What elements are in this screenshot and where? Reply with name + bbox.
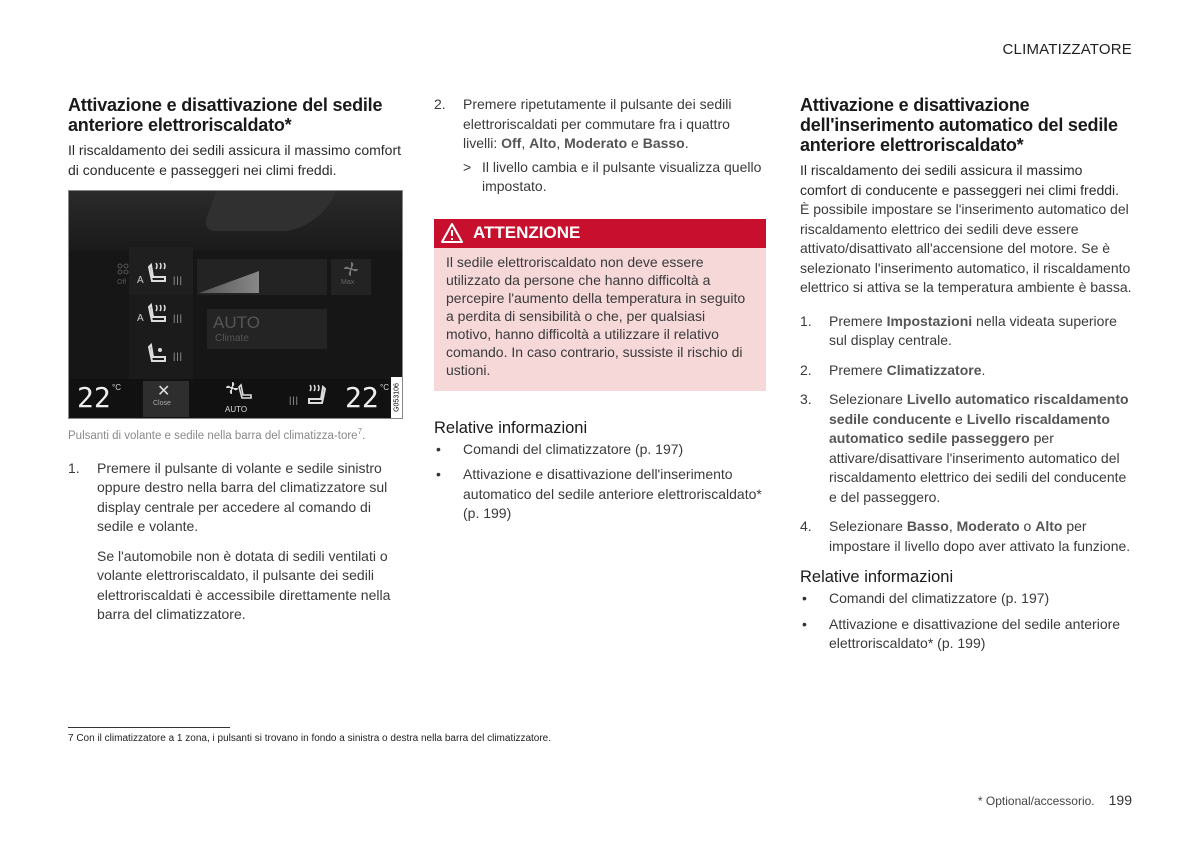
column-right — [800, 95, 1132, 660]
option-passenger-auto-level: Livello riscaldamento automatico sedile passeggero — [829, 410, 1110, 446]
temp-right-unit: °C — [380, 383, 389, 392]
step-text: e — [955, 410, 963, 427]
level-moderato: Moderato — [956, 518, 1020, 534]
optional-note: * Optional/accessorio. — [977, 794, 1095, 808]
level-bars-low: ||| — [173, 351, 184, 361]
option-driver-auto-level: Livello automatico riscaldamento sedile conducente — [829, 391, 1129, 427]
step-2 — [800, 361, 1132, 381]
separator: , — [948, 518, 953, 534]
related-info-list — [800, 589, 1132, 654]
level-alto: Alto — [1035, 518, 1063, 534]
climate-label: Climate — [215, 333, 249, 344]
step-4 — [800, 517, 1132, 556]
step-1 — [800, 312, 1132, 351]
level-alto: Alto — [529, 135, 557, 151]
steps-list-1 — [68, 459, 403, 537]
related-link[interactable]: • Attivazione e disattivazione dell'inserimento automatico del sedile anteriore elettroriscaldato* (p. 199) — [434, 465, 766, 524]
auto-bottom-label: AUTO — [225, 405, 248, 414]
heated-seat-icon-mid — [147, 301, 169, 325]
right-level-bars: ||| — [289, 395, 300, 405]
max-label: Max — [341, 279, 355, 286]
caption-footnote-ref[interactable]: 7 — [357, 427, 363, 436]
step-2-result — [434, 158, 766, 197]
warning-text: Il sedile elettroriscaldato non deve essere utilizzato da persone che hanno difficoltà a percepire l'aumento della temperatura in seguito a perdita di sensibilità o che, per qualsiasi motivo, hanno difficoltà a utilizzare il relativo comando. In caso contrario, sussiste il rischio di ustioni. — [446, 253, 746, 378]
step-text: Premere — [829, 361, 883, 378]
footnote: 7 Con il climatizzatore a 1 zona, i pulsanti si trovano in fondo a sinistra o destra nella barra del climatizzatore. — [68, 733, 552, 744]
related-info-heading: Relative informazioni — [800, 568, 954, 586]
figure-caption — [68, 423, 403, 445]
temp-left-unit: °C — [112, 383, 121, 392]
level-bars-mid: ||| — [173, 313, 184, 323]
related-info-heading: Relative informazioni — [434, 418, 588, 437]
intro-text: Il riscaldamento dei sedili assicura il massimo comfort di conducente e passeggeri nei climi freddi. — [68, 142, 401, 178]
intro-text-2: È possibile impostare se l'inserimento automatico del riscaldamento elettrico dei sedili deve essere attivato/disattivato all'accensione del motore. Se è selezionato l'inserimento automatico, il riscaldamento elettrico si attiva se la temperatura ambiente è bassa. — [800, 201, 1132, 295]
fan-seat-icon[interactable] — [225, 381, 253, 403]
off-label: Off — [117, 279, 127, 286]
steps-list-2 — [434, 95, 766, 154]
page-footer — [978, 792, 1132, 808]
step-text: Premere ripetutamente il pulsante dei sedili elettroriscaldati per commutare fra i quattro livelli: — [463, 96, 732, 151]
warning-label: ATTENZIONE — [473, 223, 581, 242]
result-text: Il livello cambia e il pulsante visualizza quello impostato. — [482, 158, 762, 194]
separator: , — [521, 135, 526, 151]
related-link[interactable]: • Comandi del climatizzatore (p. 197) — [434, 440, 766, 460]
close-x-icon: ✕ — [157, 383, 171, 400]
step-text: Premere il pulsante di volante e sedile sinistro oppure destro nella barra del climatizzatore sul display centrale per accedere al comando di sedile e volante. — [97, 459, 388, 535]
step-text: per impostare il livello dopo aver attivato la funzione. — [829, 518, 1131, 554]
related-link[interactable]: • Comandi del climatizzatore (p. 197) — [800, 589, 1132, 609]
column-middle — [434, 95, 766, 530]
step-text: nella videata superiore sul display centrale. — [829, 312, 1117, 348]
separator: e — [631, 135, 639, 151]
step-number: 1. — [800, 312, 812, 329]
footnote-divider — [68, 727, 230, 728]
step-text: Premere — [829, 312, 883, 329]
temp-right[interactable]: 22 — [345, 381, 379, 414]
column-left — [68, 95, 403, 625]
separator: . — [684, 135, 689, 151]
close-label: Close — [153, 400, 171, 407]
off-grid-icon — [117, 263, 129, 277]
step-number: 3. — [800, 391, 812, 407]
heading-auto-seat-heating: Attivazione e disattivazione dell'inserimento automatico del sedile anteriore elettroriscaldato* — [800, 95, 1118, 155]
step-3 — [800, 390, 1132, 507]
heading-seat-heating: Attivazione e disattivazione del sedile anteriore elettroriscaldato* — [68, 95, 383, 135]
caption-end: . — [362, 429, 366, 442]
warning-header — [434, 219, 766, 248]
result-arrow: > — [463, 158, 472, 175]
step-text: Selezionare — [829, 391, 903, 407]
section-header: CLIMATIZZATORE — [1002, 41, 1132, 58]
step-number: 2. — [434, 96, 446, 112]
menu-impostazioni: Impostazioni — [886, 312, 973, 329]
step-text: per attivare/disattivare l'inserimento automatico del riscaldamento elettrico dei sedili del conducente e del passeggero. — [829, 430, 1127, 505]
heated-seat-icon-high — [147, 261, 169, 285]
step-text: . — [981, 361, 986, 378]
page-number: 199 — [1108, 792, 1132, 808]
step-1 — [68, 459, 403, 537]
auto-climate-label: AUTO — [213, 313, 260, 332]
right-heated-seat-icon[interactable] — [305, 383, 327, 407]
climate-bar-figure — [68, 190, 403, 419]
step-1-note: Se l'automobile non è dotata di sedili ventilati o volante elettroriscaldato, il pulsante dei sedili elettroriscaldati è accessibile direttamente nella barra del climatizzatore. — [97, 547, 391, 623]
separator: o — [1023, 518, 1032, 534]
step-2 — [434, 95, 766, 154]
level-bars-high: ||| — [173, 275, 184, 285]
caption-text: Pulsanti di volante e sedile nella barra del climatizza-tore — [68, 429, 358, 442]
warning-icon — [441, 223, 463, 243]
warning-box — [434, 219, 766, 391]
step-number: 2. — [800, 361, 812, 378]
fan-icon — [343, 261, 359, 277]
menu-climatizzatore: Climatizzatore — [886, 361, 982, 378]
level-moderato: Moderato — [564, 135, 628, 151]
level-basso: Basso — [906, 518, 949, 534]
related-info-list — [434, 440, 766, 524]
figure-code: G053106 — [393, 383, 401, 412]
ventilated-seat-icon — [147, 341, 169, 365]
level-basso: Basso — [642, 135, 685, 151]
step-number: 1. — [68, 459, 80, 476]
seat-a-label-2: A — [137, 313, 144, 324]
step-number: 4. — [800, 518, 812, 534]
step-text: Selezionare — [829, 518, 903, 534]
level-off: Off — [501, 135, 522, 151]
related-link[interactable]: • Attivazione e disattivazione del sedile anteriore elettroriscaldato* (p. 199) — [800, 615, 1132, 654]
intro-text: Il riscaldamento dei sedili assicura il massimo comfort di conducente e passeggeri nei climi freddi. — [800, 162, 1120, 198]
separator: , — [556, 135, 561, 151]
steps-list-3 — [800, 312, 1132, 557]
seat-a-label-1: A — [137, 275, 144, 286]
temp-left[interactable]: 22 — [77, 381, 111, 414]
